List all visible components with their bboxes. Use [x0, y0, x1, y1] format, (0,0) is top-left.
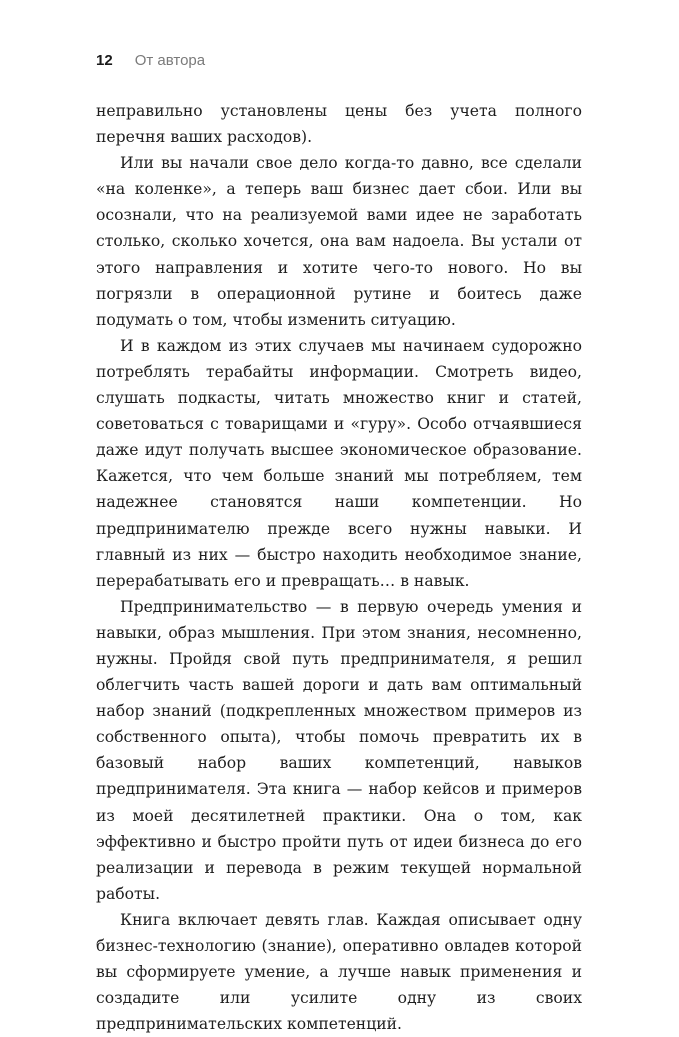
paragraph: Предпринимательство — в первую очередь умения и навыки, образ мышления. При этом знания, несомненно, нужны. Пройдя свой путь предпринимателя, я решил облегчить часть вашей дороги и дать вам оптимальный набор знаний (подкрепленных множеством примеров из собственного опыта), чтобы помочь превратить их в базовый набор ваших компетенций, навыков предпринимателя. Эта книга — набор кейсов и примеров из моей десятилетней практики. Она о том, как эффективно и быстро пройти путь от идеи бизнеса до его реализации и перевода в режим текущей нормальной работы. [96, 597, 582, 903]
paragraph: И в каждом из этих случаев мы начинаем судорожно потреблять терабайты информации. Смотреть видео, слушать подкасты, читать множество книг и статей, советоваться с товарищами и «гуру». Особо отчаявшиеся даже идут получать высшее экономическое образование. Кажется, что чем больше знаний мы потребляем, тем надежнее становятся наши компетенции. Но предпринимателю прежде всего нужны навыки. И главный из них — быстро находить необходимое знание, перерабатывать его и превращать… в навык. [96, 336, 582, 590]
section-title: От автора [134, 52, 206, 69]
paragraph-continuation: неправильно установлены цены без учета полного перечня ваших расходов). [96, 102, 582, 147]
page-number: 12 [96, 52, 113, 69]
paragraph: Книга включает девять глав. Каждая описывает одну бизнес-технологию (знание), оперативно овладев которой вы сформируете умение, а лучше навык применения и создадите или усилите одну из своих предпринимательских компетенций. [96, 910, 582, 1034]
paragraph: Или вы начали свое дело когда-то давно, все сделали «на коленке», а теперь ваш бизнес дает сбои. Или вы осознали, что на реализуемой вами идее не заработать столько, сколько хочется, она вам надоела. Вы устали от этого направления и хотите чего-то нового. Но вы погрязли в операционной рутине и боитесь даже подумать о том, чтобы изменить ситуацию. [96, 154, 582, 329]
body-text [96, 98, 582, 1037]
running-header [96, 52, 205, 74]
